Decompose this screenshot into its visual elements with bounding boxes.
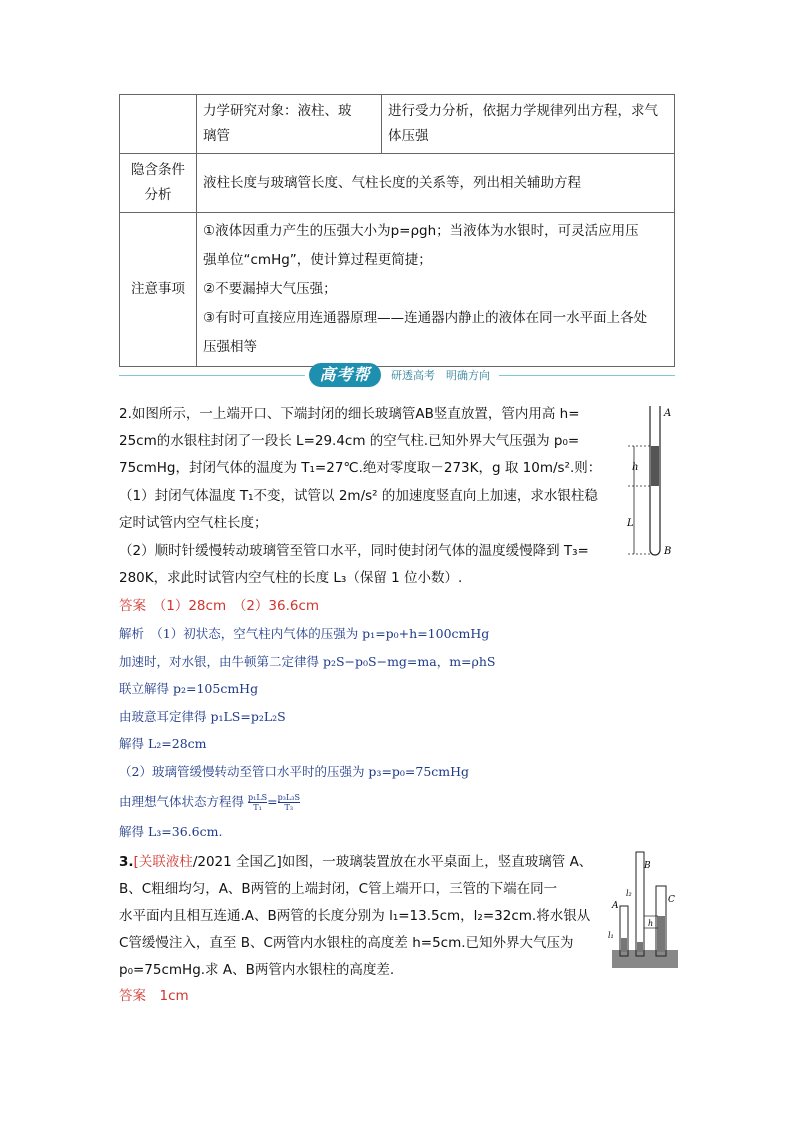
q2-line: 定时试管内空气柱长度； <box>119 515 268 531</box>
table-row-label: 注意事项 <box>120 213 197 367</box>
label-l2: l₂ <box>626 889 632 898</box>
label-B: B <box>664 546 672 557</box>
table-cell: 进行受力分析，依据力学规律列出方程，求气 体压强 <box>382 95 675 154</box>
banner-subtitle: 研透高考 明确方向 <box>391 369 490 382</box>
connected-tubes-diagram <box>604 846 684 972</box>
q2-solution-line: 解得 L₂=28cm <box>119 736 207 751</box>
table-row-label: 隐含条件 分析 <box>120 154 197 213</box>
table-cell-empty <box>120 95 197 154</box>
q3-answer: 答案 1cm <box>119 988 189 1004</box>
q2-solution-line: 由理想气体状态方程得 $\frac{\text{p₁LS}}{\text{T₁}}$ = $\frac{\text{p₃L₃S}}{\text{T₃}}$ <box>119 793 300 812</box>
banner-badge: 高考帮 <box>309 363 381 387</box>
method-table <box>119 94 675 367</box>
q3-line: 水平面内且相互连通.A、B两管的长度分别为 l₁=13.5cm，l₂=32cm.将水银从 <box>119 908 591 924</box>
q2-solution-line: 由玻意耳定律得 p₁LS=p₂L₂S <box>119 709 286 724</box>
q2-line: 280K，求此时试管内空气柱的长度 L₃（保留 1 位小数）. <box>119 570 463 586</box>
q2-line: 25cm的水银柱封闭了一段长 L=29.4cm 的空气柱.已知外界大气压强为 p₀= <box>119 433 580 449</box>
mercury-column <box>651 446 659 486</box>
q2-solution-line: （2）玻璃管缓慢转动至管口水平时的压强为 p₃=p₀=75cmHg <box>119 764 470 779</box>
q2-line: （2）顺时针缓慢转动玻璃管至管口水平，同时使封闭气体的温度缓慢降到 T₃= <box>119 543 589 559</box>
q2-solution-line: 加速时，对水银，由牛顿第二定律得 p₂S−p₀S−mg=ma，m=ρhS <box>119 654 496 669</box>
label-B: B <box>644 861 651 871</box>
q2-line: 2.如图所示，一上端开口、下端封闭的细长玻璃管AB竖直放置，管内用高 h= <box>119 406 580 422</box>
table-cell: 力学研究对象：液柱、玻 璃管 <box>197 95 382 154</box>
table-cell: ①液体因重力产生的压强大小为p=ρgh；当液体为水银时，可灵活应用压 强单位“cmHg”，使计算过程更简捷； ②不要漏掉大气压强； ③有时可直接应用连通器原理——连通器内静止的液体在同一水平面上各处 压强相等 <box>197 213 675 367</box>
q2-answer: 答案 （1）28cm （2）36.6cm <box>119 598 320 614</box>
q2-solution-line: 联立解得 p₂=105cmHg <box>119 681 259 696</box>
label-C: C <box>668 895 675 905</box>
q3-line: 3.[关联液柱/2021 全国乙]如图，一玻璃装置放在水平桌面上，竖直玻璃管 A、 <box>119 854 593 870</box>
tube-diagram <box>620 404 680 560</box>
banner-line <box>119 375 305 376</box>
fraction: $\frac{\text{p₁LS}}{\text{T₁}}$ <box>248 793 268 812</box>
label-L: L <box>627 518 634 529</box>
section-banner <box>119 360 675 390</box>
label-h: h <box>632 462 639 473</box>
label-A: A <box>612 901 619 911</box>
q3-line: C管缓慢注入，直至 B、C两管内水银柱的高度差 h=5cm.已知外界大气压为 <box>119 935 574 951</box>
table-cell: 液柱长度与玻璃管长度、气柱长度的关系等，列出相关辅助方程 <box>197 154 675 213</box>
label-A: A <box>664 408 672 419</box>
label-l1: l₁ <box>608 931 614 940</box>
banner-line <box>499 375 675 376</box>
q3-line: B、C粗细均匀，A、B两管的上端封闭，C管上端开口，三管的下端在同一 <box>119 881 558 897</box>
fraction: $\frac{\text{p₃L₃S}}{\text{T₃}}$ <box>277 793 300 812</box>
q2-solution-line: 解得 L₃=36.6cm. <box>119 824 223 839</box>
q3-line: p₀=75cmHg.求 A、B两管内水银柱的高度差. <box>119 962 395 978</box>
label-h: h <box>648 919 654 928</box>
q2-line: 75cmHg，封闭气体的温度为 T₁=27℃.绝对零度取－273K，g 取 10m/s².则： <box>119 460 602 476</box>
q2-line: （1）封闭气体温度 T₁不变，试管以 2m/s² 的加速度竖直向上加速，求水银柱稳 <box>119 488 598 504</box>
q2-solution-line: 解析 （1）初状态，空气柱内气体的压强为 p₁=p₀+h=100cmHg <box>119 626 490 641</box>
